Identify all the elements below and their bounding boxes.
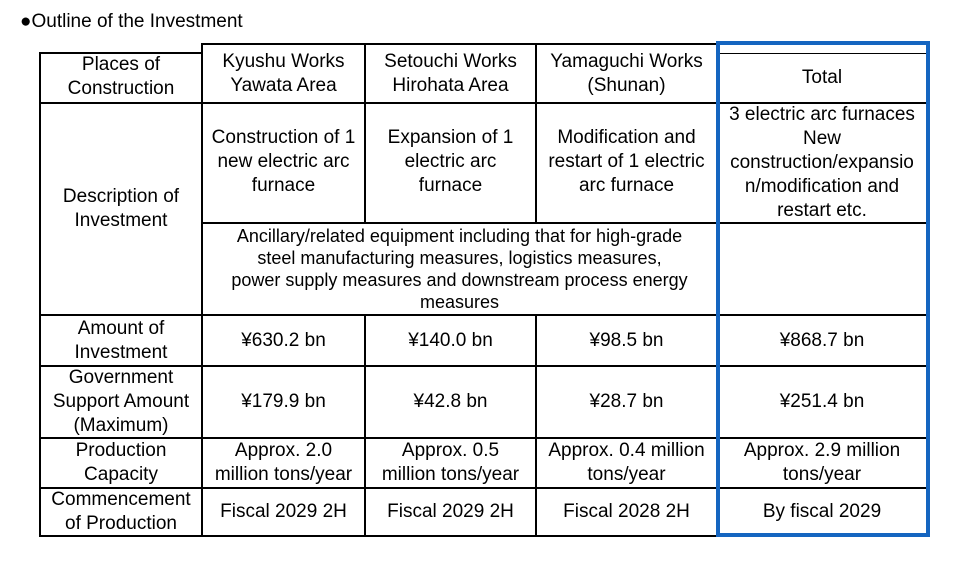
description-setouchi: Expansion of 1 electric arc furnace (387, 127, 514, 196)
total-column-highlight (716, 41, 930, 537)
amount-yamaguchi: ¥98.5 bn (589, 329, 664, 351)
support-total: ¥251.4 bn (779, 391, 865, 412)
row-label-support: Government Support Amount (Maximum) (52, 367, 190, 436)
row-label-description: Description of Investment (62, 186, 180, 231)
commencement-total: By fiscal 2029 (762, 501, 882, 522)
commencement-setouchi: Fiscal 2029 2H (387, 501, 514, 522)
support-kyushu: ¥179.9 bn (241, 391, 326, 412)
header-kyushu: Kyushu Works Yawata Area (222, 50, 345, 96)
row-label-amount: Amount of Investment (74, 317, 168, 363)
description-yamaguchi: Modification and restart of 1 electric arc furnace (548, 127, 705, 196)
commencement-yamaguchi: Fiscal 2028 2H (563, 501, 690, 522)
capacity-setouchi: Approx. 0.5 million tons/year (381, 440, 520, 485)
support-setouchi: ¥42.8 bn (413, 391, 488, 412)
description-kyushu: Construction of 1 new electric arc furnace (211, 127, 356, 196)
section-heading: ●Outline of the Investment (20, 11, 243, 32)
header-yamaguchi: Yamaguchi Works (Shunan) (550, 50, 703, 96)
capacity-kyushu: Approx. 2.0 million tons/year (214, 440, 353, 485)
row-label-commencement: Commencement of Production (51, 489, 191, 534)
row-label-places: Places of Construction (67, 54, 175, 99)
description-ancillary: Ancillary/related equipment including that for high-grade steel manufacturing measures, logistics measures, power supply measures and downstream process energy measures (231, 226, 688, 312)
support-yamaguchi: ¥28.7 bn (589, 391, 664, 412)
header-total: Total (801, 67, 843, 88)
commencement-kyushu: Fiscal 2029 2H (220, 501, 347, 522)
row-label-capacity: Production Capacity (75, 440, 167, 485)
header-setouchi: Setouchi Works Hirohata Area (384, 50, 517, 96)
capacity-total: Approx. 2.9 million tons/year (743, 440, 901, 485)
amount-kyushu: ¥630.2 bn (241, 329, 326, 351)
amount-total: ¥868.7 bn (779, 329, 865, 351)
capacity-yamaguchi: Approx. 0.4 million tons/year (548, 440, 705, 485)
description-total: 3 electric arc furnaces New construction/expansio n/modification and restart etc. (729, 104, 915, 221)
amount-setouchi: ¥140.0 bn (408, 329, 493, 351)
